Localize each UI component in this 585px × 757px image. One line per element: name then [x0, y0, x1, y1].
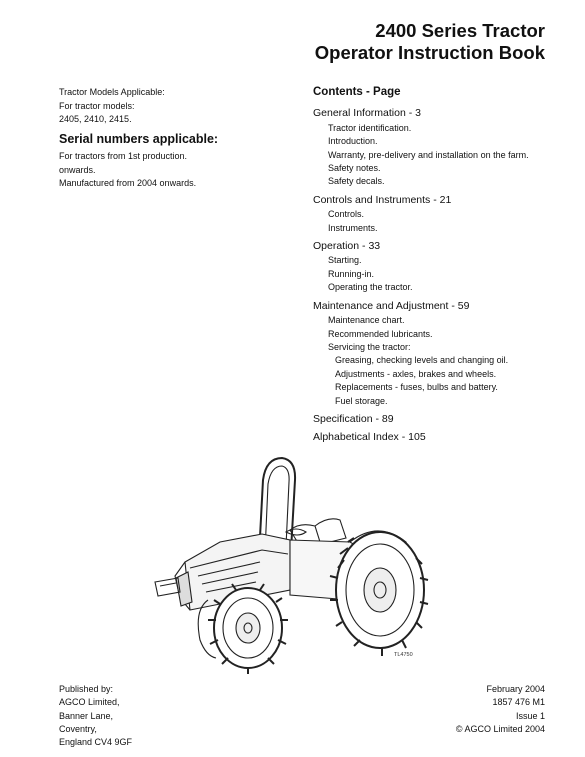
- publisher-line-1: AGCO Limited,: [59, 697, 120, 708]
- toc-item: Safety decals.: [328, 176, 385, 187]
- toc-subitem: Adjustments - axles, brakes and wheels.: [335, 368, 497, 379]
- figure-label: TL4750: [394, 652, 413, 658]
- serial-line-2: onwards.: [59, 164, 96, 175]
- toc-subitem: Replacements - fuses, bulbs and battery.: [335, 382, 498, 393]
- toc-item: Controls.: [328, 209, 365, 220]
- issue-number: Issue 1: [515, 710, 545, 721]
- toc-section-general: [313, 107, 573, 188]
- toc-item: Instruments.: [328, 222, 378, 233]
- toc-section-title[interactable]: Alphabetical Index - 105: [313, 431, 426, 444]
- copyright: © AGCO Limited 2004: [455, 723, 545, 734]
- title-line-1: 2400 Series Tractor: [375, 20, 545, 41]
- toc-item: Maintenance chart.: [328, 315, 405, 326]
- toc-section-title[interactable]: Specification - 89: [313, 412, 394, 425]
- publisher-block: [59, 683, 132, 749]
- toc-item: Tractor identification.: [328, 122, 412, 133]
- table-of-contents: [313, 86, 573, 450]
- toc-item: Operating the tractor.: [328, 282, 413, 293]
- toc-section-title[interactable]: Maintenance and Adjustment - 59: [313, 299, 470, 312]
- applicability-block: [59, 86, 289, 191]
- publication-date: February 2004: [486, 684, 545, 694]
- document-title: [315, 20, 545, 64]
- part-number: 1857 476 M1: [492, 697, 545, 708]
- serial-line-3: Manufactured from 2004 onwards.: [59, 178, 197, 188]
- toc-subitem: Greasing, checking levels and changing oil.: [335, 355, 509, 366]
- toc-item: Safety notes.: [328, 163, 381, 174]
- toc-section-controls: [313, 194, 573, 235]
- document-meta: [456, 683, 545, 736]
- contents-heading: Contents - Page: [313, 86, 401, 98]
- toc-item: Introduction.: [328, 136, 378, 147]
- toc-section-title[interactable]: Operation - 33: [313, 240, 381, 253]
- serial-heading: Serial numbers applicable:: [59, 131, 219, 146]
- toc-section-title[interactable]: Controls and Instruments - 21: [313, 193, 452, 206]
- models-intro: Tractor Models Applicable:: [59, 87, 165, 97]
- models-list: 2405, 2410, 2415.: [59, 114, 132, 124]
- toc-subitem: Fuel storage.: [335, 395, 388, 406]
- toc-item: Warranty, pre-delivery and installation on the farm.: [328, 149, 529, 160]
- toc-item: Starting.: [328, 255, 362, 266]
- toc-section-specification: [313, 413, 573, 426]
- publisher-line-2: Banner Lane,: [59, 710, 114, 721]
- title-line-2: Operator Instruction Book: [314, 42, 545, 63]
- serial-line-1: For tractors from 1st production.: [59, 151, 188, 161]
- publisher-line-4: England CV4 9GF: [59, 737, 133, 748]
- tractor-illustration: [150, 450, 430, 675]
- toc-section-maintenance: [313, 300, 573, 408]
- publisher-label: Published by:: [59, 684, 114, 694]
- models-for: For tractor models:: [59, 100, 135, 111]
- publisher-line-3: Coventry,: [59, 723, 97, 734]
- toc-section-title[interactable]: General Information - 3: [313, 107, 421, 120]
- toc-item: Running-in.: [328, 268, 375, 279]
- toc-item: Servicing the tractor:: [328, 341, 411, 352]
- toc-section-index: [313, 431, 573, 444]
- toc-section-operation: [313, 240, 573, 295]
- toc-item: Recommended lubricants.: [328, 328, 433, 339]
